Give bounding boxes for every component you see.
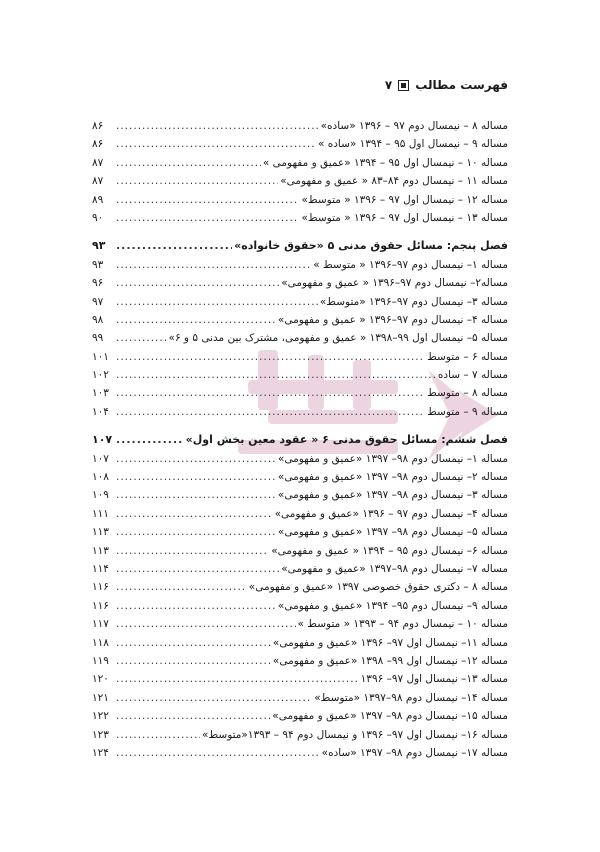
entry-title: مساله ۱۱ – نیمسال دوم ۸۴–۸۳ « عمیق و مفهومی» <box>280 175 508 188</box>
entry-page: ۱۰۹ <box>92 489 109 502</box>
page-title: فهرست مطالب <box>415 78 508 92</box>
entry-page: ۱۰۲ <box>92 369 109 382</box>
leader-dots <box>116 468 276 486</box>
leader-dots <box>116 542 269 560</box>
entry-page: ۱۰۳ <box>92 387 109 400</box>
leader-dots <box>116 707 270 725</box>
entry-page: ۹۷ <box>92 295 104 308</box>
entry-page: ۱۰۷ <box>92 452 109 465</box>
toc-entry[interactable] <box>92 154 508 172</box>
entry-title: مساله ۱– نیمسال دوم ۹۷–۱۳۹۶ « متوسط » <box>313 258 508 271</box>
entry-title: مساله ۱۶– نیمسال اول ۹۷– ۱۳۹۶ و نیمسال دوم ۹۴ – ۱۳۹۳«متوسط» <box>202 728 508 741</box>
leader-dots <box>116 403 425 421</box>
entry-title: مساله ۱۷– نیمسال دوم ۹۸– ۱۳۹۷ «ساده» <box>321 746 508 759</box>
entry-title: مساله ۹ – متوسط <box>427 405 508 418</box>
toc-entry[interactable] <box>92 329 508 347</box>
toc-group-chapter5 <box>92 256 508 422</box>
entry-title: مساله ۱– نیمسال دوم ۹۸– ۱۳۹۷ «عمیق و مفهومی» <box>277 452 508 465</box>
chapter-5-heading[interactable] <box>92 237 508 255</box>
entry-page: ۱۰۸ <box>92 471 109 484</box>
leader-dots <box>116 256 311 274</box>
page-header <box>385 78 508 92</box>
leader-dots <box>116 450 276 468</box>
toc-entry[interactable] <box>92 311 508 329</box>
toc-entry[interactable] <box>92 468 508 486</box>
leader-dots <box>116 191 299 209</box>
entry-title: مساله۲– نیمسال دوم ۹۷–۱۳۹۶ « عمیق و مفهومی» <box>281 277 508 290</box>
toc-entry[interactable] <box>92 256 508 274</box>
leader-dots <box>116 117 319 135</box>
entry-page: ۱۱۶ <box>92 581 109 594</box>
leader-dots <box>116 135 316 153</box>
entry-page: ۱۱۴ <box>92 562 109 575</box>
toc-entry[interactable] <box>92 523 508 541</box>
toc-entry[interactable] <box>92 689 508 707</box>
entry-page: ۱۱۶ <box>92 599 109 612</box>
toc-entry[interactable] <box>92 293 508 311</box>
leader-dots <box>116 154 261 172</box>
entry-page: ۸۹ <box>92 193 104 206</box>
leader-dots <box>116 237 232 255</box>
toc-entry[interactable] <box>92 274 508 292</box>
table-of-contents <box>92 117 508 762</box>
leader-dots <box>116 634 271 652</box>
leader-dots <box>116 384 425 402</box>
leader-dots <box>116 597 276 615</box>
chapter-page: ۹۳ <box>92 239 106 253</box>
toc-entry[interactable] <box>92 578 508 596</box>
toc-entry[interactable] <box>92 542 508 560</box>
leader-dots <box>116 348 425 366</box>
leader-dots <box>116 486 276 504</box>
toc-entry[interactable] <box>92 403 508 421</box>
entry-title: مساله ۶ – متوسط <box>427 350 508 363</box>
entry-title: مساله ۱۲– نیمسال اول ۹۹– ۱۳۹۸ «عمیق و مفهومی» <box>272 654 508 667</box>
entry-page: ۱۱۸ <box>92 636 109 649</box>
toc-entry[interactable] <box>92 744 508 762</box>
leader-dots <box>116 726 200 744</box>
entry-title: مساله ۲– نیمسال دوم ۹۸– ۱۳۹۷ «عمیق و مفهومی» <box>277 471 508 484</box>
toc-entry[interactable] <box>92 209 508 227</box>
toc-entry[interactable] <box>92 634 508 652</box>
leader-dots <box>116 744 320 762</box>
square-bullet-icon <box>398 80 409 91</box>
leader-dots <box>116 431 184 449</box>
entry-title: مساله ۱۰ – نیمسال اول ۹۵ – ۱۳۹۴ «عمیق و مفهومی » <box>262 156 508 169</box>
entry-page: ۸۶ <box>92 138 104 151</box>
leader-dots <box>116 366 436 384</box>
leader-dots <box>116 209 299 227</box>
leader-dots <box>116 670 359 688</box>
toc-entry[interactable] <box>92 135 508 153</box>
entry-title: مساله ۱۳– نیمسال اول ۹۷– ۱۳۹۶ <box>360 673 508 686</box>
entry-page: ۹۰ <box>92 211 104 224</box>
entry-title: مساله ۸ – متوسط <box>427 387 508 400</box>
entry-page: ۱۲۴ <box>92 746 109 759</box>
entry-title: مساله ۸ – نیمسال دوم ۹۷ – ۱۳۹۶ «ساده» <box>320 120 508 132</box>
leader-dots <box>116 560 279 578</box>
toc-entry[interactable] <box>92 486 508 504</box>
chapter-6-heading[interactable] <box>92 431 508 449</box>
entry-title: مساله ۹– نیمسال دوم ۹۵– ۱۳۹۴ «عمیق و مفهومی» <box>277 599 508 612</box>
toc-entry[interactable] <box>92 505 508 523</box>
toc-entry[interactable] <box>92 172 508 190</box>
leader-dots <box>116 505 273 523</box>
entry-title: مساله ۷– نیمسال دوم ۹۸–۱۳۹۷ «عمیق و مفهومی» <box>281 562 508 575</box>
toc-entry[interactable] <box>92 597 508 615</box>
leader-dots <box>116 172 278 190</box>
entry-page: ۹۹ <box>92 332 104 345</box>
entry-page: ۹۶ <box>92 277 104 290</box>
entry-title: مساله ۱۵– نیمسال دوم ۹۸– ۱۳۹۷ «عمیق و مفهومی» <box>272 710 508 723</box>
entry-title: مساله ۵– نیمسال اول ۹۹–۱۳۹۸ « عمیق و مفهومی، مشترک بین مدنی ۵ و ۶» <box>168 332 508 345</box>
entry-title: مساله ۴– نیمسال دوم ۹۷–۱۳۹۶ « عمیق و مفهومی» <box>277 313 508 326</box>
entry-page: ۱۰۴ <box>92 405 109 418</box>
entry-title: مساله ۴– نیمسال دوم ۹۷ – ۱۳۹۶ «عمیق و مفهومی» <box>274 507 508 520</box>
entry-page: ۱۲۱ <box>92 691 109 704</box>
toc-entry[interactable] <box>92 670 508 688</box>
leader-dots <box>116 689 312 707</box>
entry-page: ۱۲۰ <box>92 673 109 686</box>
entry-page: ۱۱۱ <box>92 507 109 520</box>
entry-title: مساله ۵– نیمسال دوم ۹۸– ۱۳۹۷ «عمیق و مفهومی» <box>277 526 508 539</box>
toc-entry[interactable] <box>92 560 508 578</box>
leader-dots <box>116 615 296 633</box>
entry-title: مساله ۱۰ – نیمسال دوم ۹۴ – ۱۳۹۳ « متوسط » <box>297 618 508 631</box>
entry-page: ۸۶ <box>92 120 104 132</box>
leader-dots <box>116 311 276 329</box>
leader-dots <box>116 652 271 670</box>
leader-dots <box>116 578 247 596</box>
toc-entry[interactable] <box>92 366 508 384</box>
entry-title: مساله ۱۱– نیمسال اول ۹۷– ۱۳۹۶ «عمیق و مفهومی» <box>272 636 508 649</box>
entry-page: ۱۱۳ <box>92 544 109 557</box>
entry-page: ۱۰۱ <box>92 350 109 363</box>
toc-entry[interactable] <box>92 450 508 468</box>
toc-entry[interactable] <box>92 191 508 209</box>
chapter-title: فصل ششم: مسائل حقوق مدنی ۶ « عقود معین بخش اول» <box>185 433 508 447</box>
chapter-page: ۱۰۷ <box>92 433 113 447</box>
toc-group-chapter6 <box>92 450 508 763</box>
page-number: ۷ <box>384 78 393 92</box>
chapter-title: فصل پنجم: مسائل حقوق مدنی ۵ «حقوق خانواده» <box>234 239 508 253</box>
entry-title: مساله ۱۴– نیمسال دوم ۹۸–۱۳۹۷ «متوسط» <box>314 691 508 704</box>
leader-dots <box>116 329 167 347</box>
toc-entry[interactable] <box>92 652 508 670</box>
entry-title: مساله ۱۲ – نیمسال اول ۹۷ – ۱۳۹۶ « متوسط» <box>301 193 508 206</box>
leader-dots <box>116 293 318 311</box>
toc-entry[interactable] <box>92 384 508 402</box>
entry-title: مساله ۷ – ساده <box>437 369 508 382</box>
entry-page: ۹۸ <box>92 313 104 326</box>
toc-entry[interactable] <box>92 707 508 725</box>
toc-entry[interactable] <box>92 117 508 135</box>
entry-page: ۸۷ <box>92 156 104 169</box>
toc-entry[interactable] <box>92 726 508 744</box>
entry-page: ۱۲۳ <box>92 728 109 741</box>
entry-title: مساله ۳– نیمسال دوم ۹۷–۱۳۹۶ «متوسط» <box>319 295 508 308</box>
entry-title: مساله ۶– نیمسال دوم ۹۵ – ۱۳۹۴ « عمیق و مفهومی» <box>271 544 508 557</box>
entry-page: ۱۱۷ <box>92 618 109 631</box>
entry-page: ۱۲۲ <box>92 710 109 723</box>
entry-title: مساله ۳– نیمسال دوم ۹۸– ۱۳۹۷ «عمیق و مفهومی» <box>277 489 508 502</box>
entry-title: مساله ۹ – نیمسال اول ۹۵ – ۱۳۹۴ «ساده » <box>317 138 508 151</box>
toc-entry[interactable] <box>92 615 508 633</box>
leader-dots <box>116 523 276 541</box>
leader-dots <box>116 274 279 292</box>
entry-page: ۹۳ <box>92 258 104 271</box>
entry-page: ۱۱۹ <box>92 654 109 667</box>
entry-page: ۱۱۳ <box>92 526 109 539</box>
toc-group-chapter4 <box>92 117 508 227</box>
entry-title: مساله ۱۳ – نیمسال اول ۹۷ – ۱۳۹۶ « متوسط» <box>301 211 508 224</box>
entry-title: مساله ۸ – دکتری حقوق خصوصی ۱۳۹۷ «عمیق و مفهومی» <box>248 581 508 594</box>
entry-page: ۸۷ <box>92 175 104 188</box>
toc-entry[interactable] <box>92 348 508 366</box>
